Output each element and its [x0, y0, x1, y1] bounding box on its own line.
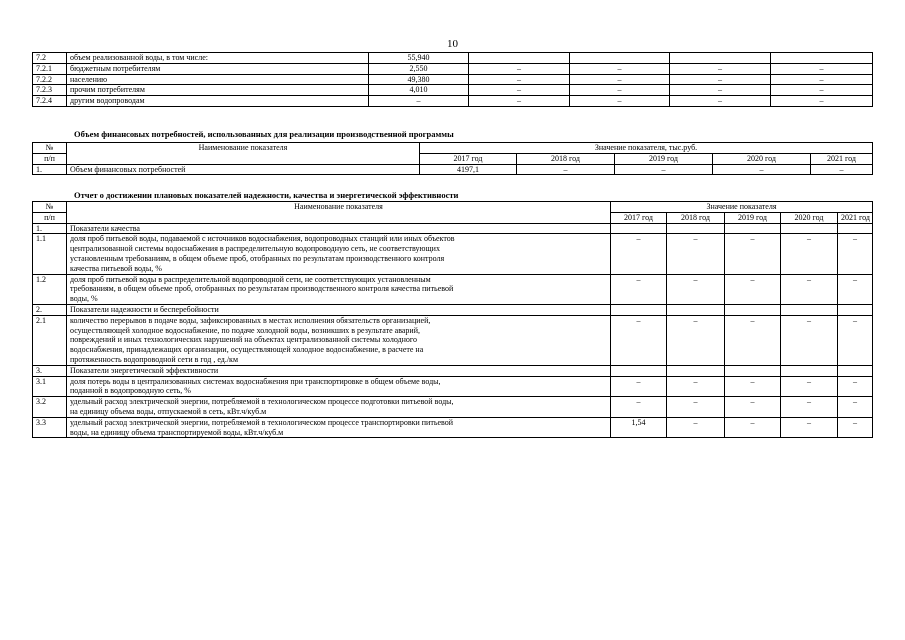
- section-row: [33, 223, 873, 234]
- row-number: 1.2: [33, 274, 67, 304]
- table-row: [33, 63, 873, 74]
- header-year: 2021 год: [811, 153, 873, 164]
- row-name: [67, 397, 611, 418]
- empty-cell: [725, 304, 781, 315]
- section-name: Показатели энергетической эффективности: [67, 365, 611, 376]
- row-number: 3.1: [33, 376, 67, 397]
- header-year: 2018 год: [667, 212, 725, 223]
- table-row: [33, 315, 873, 365]
- row-name: прочим потребителям: [67, 85, 369, 96]
- row-number: 3.3: [33, 417, 67, 438]
- row-number: 7.2.3: [33, 85, 67, 96]
- row-value: –: [469, 96, 570, 107]
- table-row: [33, 85, 873, 96]
- row-value: –: [469, 63, 570, 74]
- row-name-line: доля потерь воды в централизованных системах водоснабжения при транспортировке в общем объеме воды,: [70, 376, 441, 386]
- header-year: 2020 год: [713, 153, 811, 164]
- empty-cell: [667, 304, 725, 315]
- row-value: –: [667, 417, 725, 438]
- page-number: 10: [447, 38, 458, 50]
- section-name: Показатели качества: [67, 223, 611, 234]
- row-value: –: [781, 315, 838, 365]
- table-row: [33, 96, 873, 107]
- row-value: –: [811, 164, 873, 175]
- empty-cell: [781, 365, 838, 376]
- table-row: [33, 53, 873, 64]
- row-value: –: [369, 96, 469, 107]
- row-name: [67, 417, 611, 438]
- row-name-line: осуществляющей холодное водоснабжение, по подаче холодной воды, возникших в результате аварий,: [70, 325, 420, 335]
- row-value: [469, 53, 570, 64]
- table-row: [33, 417, 873, 438]
- row-name: [67, 274, 611, 304]
- row-value: –: [517, 164, 615, 175]
- row-value: –: [781, 234, 838, 274]
- row-name-line: требованиям, в общем объеме проб, отобранных по результатам производственного контроля качества питьевой: [70, 284, 454, 294]
- row-value: 4197,1: [420, 164, 517, 175]
- row-value: –: [725, 234, 781, 274]
- row-name-line: на единицу объема воды, отпускаемой в сеть, кВт.ч/куб.м: [70, 406, 267, 416]
- row-value: –: [838, 274, 873, 304]
- row-name: населению: [67, 74, 369, 85]
- row-value: –: [725, 397, 781, 418]
- row-name-line: удельный расход электрической энергии, потребляемой в технологическом процессе подготовки питьевой воды,: [70, 397, 454, 407]
- row-name-line: поданной в водопроводную сеть, %: [70, 386, 191, 396]
- table-row: [33, 376, 873, 397]
- header-indicator-name: Наименование показателя: [67, 202, 611, 224]
- reliability-report-title: Отчет о достижении плановых показателей надежности, качества и энергетической эффективности: [74, 190, 459, 200]
- empty-cell: [611, 304, 667, 315]
- row-name: [67, 315, 611, 365]
- row-value: –: [838, 417, 873, 438]
- row-value: –: [570, 74, 670, 85]
- row-value: –: [667, 234, 725, 274]
- row-name-line: воды, %: [70, 294, 98, 304]
- row-value: –: [771, 63, 873, 74]
- row-value: –: [469, 85, 570, 96]
- row-value: –: [725, 315, 781, 365]
- row-number: 2.: [33, 304, 67, 315]
- row-value: –: [570, 96, 670, 107]
- header-num: №: [33, 143, 67, 154]
- row-value: –: [667, 274, 725, 304]
- row-number: 7.2.1: [33, 63, 67, 74]
- row-name: [67, 376, 611, 397]
- reliability-report-table: [32, 201, 873, 438]
- header-indicator-name: Наименование показателя: [67, 143, 420, 165]
- row-name-line: установленным требованиям, в общем объеме проб, отобранных по результатам производственного контроля: [70, 253, 445, 263]
- row-number: 3.: [33, 365, 67, 376]
- row-value: –: [771, 85, 873, 96]
- row-name-line: повреждений и иных технологических нарушений на объектах централизованной системы холодного: [70, 335, 418, 345]
- row-name-line: централизованной системы водоснабжения в распределительную водопроводную сеть, не соответствующих: [70, 244, 440, 254]
- row-name-line: доля проб питьевой воды в распределительной водопроводной сети, не соответствующих установленным: [70, 274, 431, 284]
- row-name: [67, 234, 611, 274]
- table-row: [33, 164, 873, 175]
- row-name-line: протяженность водопроводной сети в год , ед./км: [70, 354, 239, 364]
- row-value: –: [667, 397, 725, 418]
- section-row: [33, 304, 873, 315]
- row-value: 2,550: [369, 63, 469, 74]
- row-name-line: количество перерывов в подаче воды, зафиксированных в местах исполнения обязательств организацией,: [70, 315, 431, 325]
- row-value: –: [570, 63, 670, 74]
- row-number: 3.2: [33, 397, 67, 418]
- row-value: –: [781, 417, 838, 438]
- row-value: –: [838, 376, 873, 397]
- empty-cell: [838, 304, 873, 315]
- row-name: Объем финансовых потребностей: [67, 164, 420, 175]
- empty-cell: [781, 223, 838, 234]
- section-name: Показатели надежности и бесперебойности: [67, 304, 611, 315]
- row-value: –: [838, 397, 873, 418]
- row-value: 55,940: [369, 53, 469, 64]
- financial-needs-title: Объем финансовых потребностей, использованных для реализации производственной программы: [74, 129, 454, 139]
- row-value: –: [771, 74, 873, 85]
- row-value: 49,380: [369, 74, 469, 85]
- row-value: –: [611, 397, 667, 418]
- header-num: №: [33, 202, 67, 213]
- empty-cell: [667, 223, 725, 234]
- header-year: 2020 год: [781, 212, 838, 223]
- row-value: –: [667, 315, 725, 365]
- row-name: бюджетным потребителям: [67, 63, 369, 74]
- empty-cell: [725, 223, 781, 234]
- header-num-sub: п/п: [33, 153, 67, 164]
- row-value: –: [469, 74, 570, 85]
- water-sales-table: [32, 52, 873, 107]
- row-value: –: [611, 315, 667, 365]
- row-value: [570, 53, 670, 64]
- table-row: [33, 234, 873, 274]
- row-value: –: [771, 96, 873, 107]
- row-value: [771, 53, 873, 64]
- row-value: –: [781, 376, 838, 397]
- row-name-line: удельный расход электрической энергии, потребляемой в технологическом процессе транспортировки питьевой: [70, 417, 454, 427]
- row-name-line: воды, на единицу объема транспортируемой воды, кВт.ч/куб.м: [70, 427, 284, 437]
- row-value: –: [611, 234, 667, 274]
- header-num-sub: п/п: [33, 212, 67, 223]
- table-row: [33, 274, 873, 304]
- empty-cell: [611, 223, 667, 234]
- financial-needs-table: [32, 142, 873, 175]
- row-name: объем реализованной воды, в том числе:: [67, 53, 369, 64]
- empty-cell: [611, 365, 667, 376]
- row-value: –: [838, 315, 873, 365]
- row-number: 1.: [33, 223, 67, 234]
- row-number: 7.2.2: [33, 74, 67, 85]
- header-year: 2017 год: [611, 212, 667, 223]
- row-name: другим водопроводам: [67, 96, 369, 107]
- row-value: –: [838, 234, 873, 274]
- row-value: –: [725, 376, 781, 397]
- row-value: –: [670, 74, 771, 85]
- table-row: [33, 74, 873, 85]
- row-number: 7.2.4: [33, 96, 67, 107]
- row-value: –: [725, 417, 781, 438]
- row-value: –: [667, 376, 725, 397]
- empty-cell: [781, 304, 838, 315]
- row-name-line: доля проб питьевой воды, подаваемой с источников водоснабжения, водопроводных станций или иных объектов: [70, 234, 455, 244]
- row-value: 4,010: [369, 85, 469, 96]
- empty-cell: [838, 365, 873, 376]
- header-year: 2021 год: [838, 212, 873, 223]
- row-value: –: [615, 164, 713, 175]
- row-value: [670, 53, 771, 64]
- row-number: 1.1: [33, 234, 67, 274]
- table-row: [33, 397, 873, 418]
- header-year: 2018 год: [517, 153, 615, 164]
- section-row: [33, 365, 873, 376]
- empty-cell: [725, 365, 781, 376]
- row-value: –: [713, 164, 811, 175]
- row-value: –: [611, 274, 667, 304]
- row-value: –: [781, 274, 838, 304]
- row-value: 1,54: [611, 417, 667, 438]
- row-value: –: [670, 85, 771, 96]
- row-value: –: [670, 63, 771, 74]
- row-value: –: [781, 397, 838, 418]
- row-number: 7.2: [33, 53, 67, 64]
- row-value: –: [611, 376, 667, 397]
- row-number: 1.: [33, 164, 67, 175]
- row-name-line: водоснабжения, принадлежащих организации, осуществляющей холодное водоснабжение, в расчете на: [70, 345, 424, 355]
- row-number: 2.1: [33, 315, 67, 365]
- row-value: –: [570, 85, 670, 96]
- header-indicator-value: Значение показателя: [611, 202, 873, 213]
- row-name-line: качества питьевой воды, %: [70, 263, 162, 273]
- row-value: –: [725, 274, 781, 304]
- header-year: 2019 год: [615, 153, 713, 164]
- header-year: 2019 год: [725, 212, 781, 223]
- empty-cell: [838, 223, 873, 234]
- empty-cell: [667, 365, 725, 376]
- row-value: –: [670, 96, 771, 107]
- header-year: 2017 год: [420, 153, 517, 164]
- header-indicator-value: Значение показателя, тыс.руб.: [420, 143, 873, 154]
